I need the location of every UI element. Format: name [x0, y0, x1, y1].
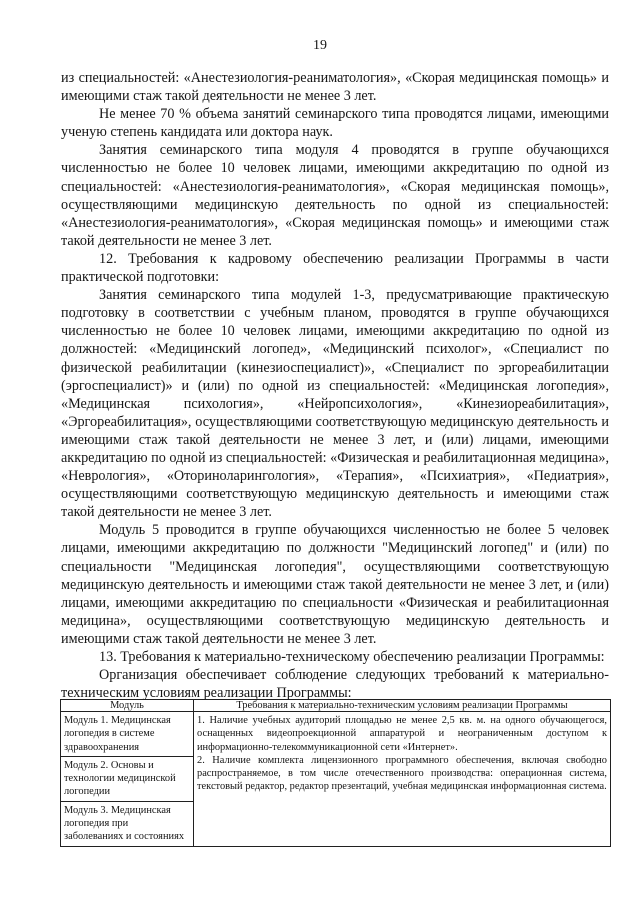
module-item: Модуль 3. Медицинская логопедия при заболеваниях и состояниях: [64, 804, 185, 843]
paragraph: Занятия семинарского типа модулей 1-3, предусматривающие практическую подготовку в соответствии с учебным планом, проводятся в группе обучающихся численностью не более 10 человек лицами, имеющими аккредитацию по одной из должностей: «Медицинский логопед», «Медицинский психолог», «Специалист по физической реабилитации (кинезиоспециалист)», «Специалист по эргореабилитации (эргоспециалист)» и (или) по одной из специальностей: «Медицинская логопедия», «Медицинская психология», «Нейропсихология», «Кинезиореабилитация», «Эргореабилитация», осуществляющими соответствующую медицинскую деятельность и имеющими стаж такой деятельности не менее 3 лет, и (или) лицами, имеющими аккредитацию по одной из специальностей: «Физическая и реабилитационная медицина», «Неврология», «Оториноларингология», «Терапия», «Психиатрия», «Педиатрия», осуществляющими соответствующую медицинскую деятельность и имеющими стаж такой деятельности не менее 3 лет.: [61, 287, 609, 521]
column-header-requirements: Требования к материально-техническим условиям реализации Программы: [194, 700, 611, 712]
module-cell: [61, 712, 194, 847]
requirements-table: [60, 699, 611, 847]
requirement-item: 2. Наличие комплекта лицензионного программного обеспечения, включая свободно распространяемое, в том числе отечественного производства: операционная система, текстовый редактор, редактор презентаций, учебная медицинская информационная система.: [197, 754, 607, 793]
module-item: Модуль 1. Медицинская логопедия в системе здравоохранения: [61, 712, 193, 757]
section-heading-13: 13. Требования к материально-техническому обеспечению реализации Программы:: [99, 649, 605, 665]
requirement-item: 1. Наличие учебных аудиторий площадью не менее 2,5 кв. м. на одного обучающегося, оснащенных видеопроекционной аппаратурой и неограниченным доступом к информационно-телекоммуникационной сети «Интернет».: [197, 715, 607, 753]
column-header-module: Модуль: [61, 700, 194, 712]
paragraph: Модуль 5 проводится в группе обучающихся численностью не более 5 человек лицами, имеющими аккредитацию по должности "Медицинский логопед" и (или) по специальности "Медицинская логопедия", осуществляющими соответствующую медицинскую деятельность и имеющими стаж такой деятельности не менее 3 лет, и (или) лицами, имеющими аккредитацию по специальности «Физическая и реабилитационная медицина», осуществляющими соответствующую медицинскую деятельность и имеющими стаж такой деятельности не менее 3 лет.: [61, 522, 609, 647]
section-heading-12: 12. Требования к кадровому обеспечению реализации Программы в части практической подготовки:: [61, 250, 609, 286]
paragraph: Организация обеспечивает соблюдение следующих требований к материально-техническим условиям реализации Программы:: [61, 667, 609, 702]
module-item: Модуль 2. Основы и технологии медицинской логопедии: [61, 757, 193, 802]
document-body: [61, 69, 609, 702]
paragraph: из специальностей: «Анестезиология-реаниматология», «Скорая медицинская помощь» и имеющими стаж такой деятельности не менее 3 лет.: [61, 70, 609, 105]
paragraph: Занятия семинарского типа модуля 4 проводятся в группе обучающихся численностью не более 10 человек лицами, имеющими аккредитацию по одной из специальностей: «Анестезиология-реаниматология», «Скорая медицинская помощь», осуществляющими медицинскую деятельность по одной из специальностей: «Анестезиология-реаниматология», «Скорая медицинская помощь» и имеющими стаж такой деятельности не менее 3 лет.: [61, 142, 609, 249]
page-number: 19: [313, 38, 327, 53]
table-header-row: [61, 700, 611, 712]
requirements-cell: [194, 712, 611, 847]
paragraph: Не менее 70 % объема занятий семинарского типа проводятся лицами, имеющими ученую степень кандидата или доктора наук.: [61, 106, 609, 141]
table-row: [61, 712, 611, 847]
